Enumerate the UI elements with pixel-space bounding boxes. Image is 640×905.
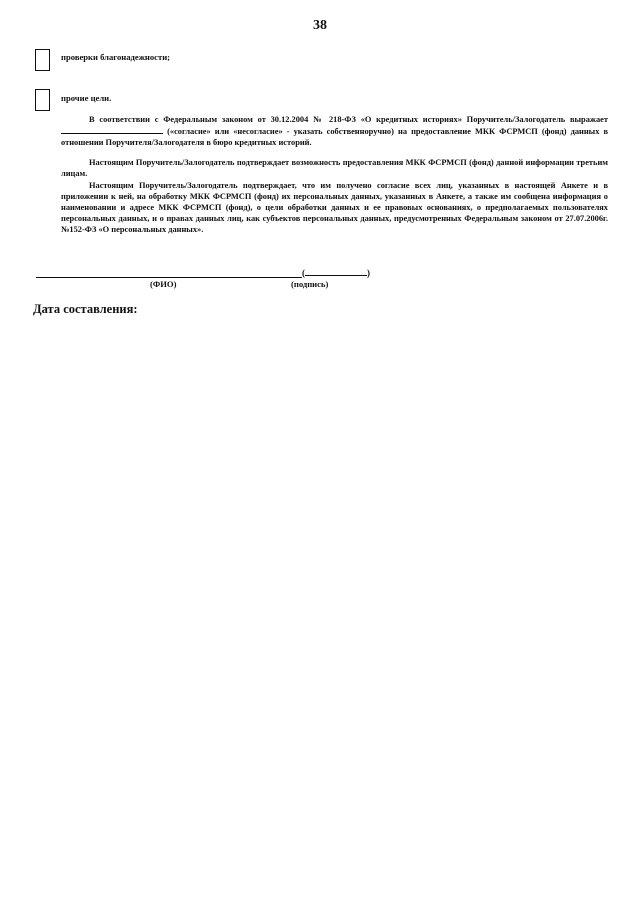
close-paren: ): [367, 268, 370, 278]
date-label: Дата составления:: [33, 302, 138, 316]
personal-data-paragraph: Настоящим Поручитель/Залогодатель подтверждает, что им получено согласие всех лиц, указанных в настоящей Анкете и в приложении к ней, на обработку МКК ФСРМСП (фонд) их персональных данных, указанных в Анкете, а также им сообщена информация о наименовании и адресе МКК ФСРМСП (фонд), о цели обработки данных и ее правовых основаниях, о предполагаемых пользователях персональных данных, и о правах данных лиц, как субъектов персональных данных, предусмотренных Федеральным законом от 27.07.2006г. №152-ФЗ «О персональных данных».: [61, 181, 608, 234]
open-paren: (: [302, 268, 305, 278]
checkbox-background-check[interactable]: [35, 49, 50, 71]
signature-label: (подпись): [291, 279, 329, 289]
fio-signature-line[interactable]: [36, 277, 302, 278]
consent-paragraph: [61, 114, 608, 148]
signature-parentheses[interactable]: [302, 266, 370, 278]
checkbox-label-other-purposes: прочие цели.: [61, 93, 112, 103]
signature-blank: [305, 266, 367, 276]
third-parties-paragraph: Настоящим Поручитель/Залогодатель подтверждает возможность предоставления МКК ФСРМСП (фонд) данной информации третьим лицам.: [61, 158, 608, 178]
consent-text-before: В соответствии с Федеральным законом от 30.12.2004 № 218-ФЗ «О кредитных историях» Поручитель/Залогодатель выражает: [89, 115, 608, 124]
fio-label: (ФИО): [150, 279, 177, 289]
consent-blank-field[interactable]: [61, 125, 163, 134]
consent-text-after: («согласие» или «несогласие» - указать собственноручно) на предоставление МКК ФСРМСП (фонд) данных в отношении Поручителя/Залогодателя в бюро кредитных историй.: [61, 127, 608, 147]
checkbox-label-background-check: проверки благонадежности;: [61, 52, 171, 62]
page-number: 38: [313, 18, 327, 33]
checkbox-other-purposes[interactable]: [35, 89, 50, 111]
